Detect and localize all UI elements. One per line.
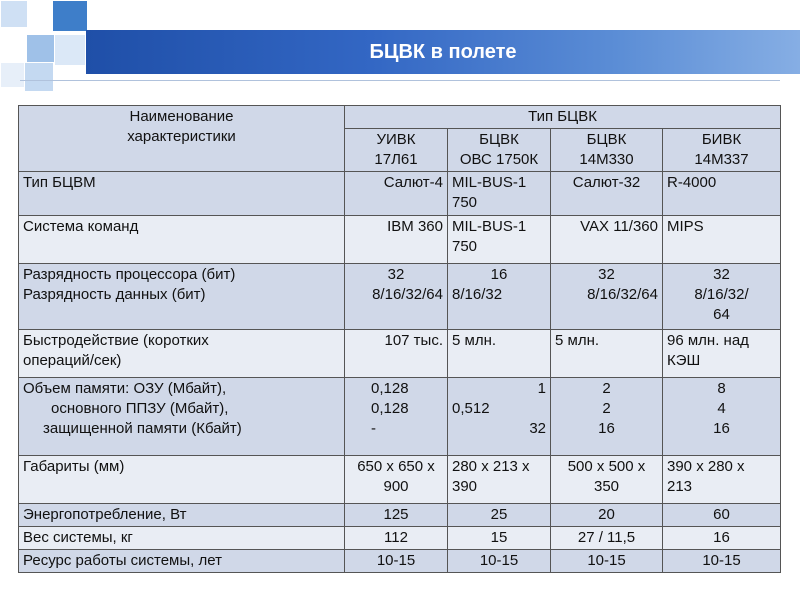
cell-line: 2	[602, 400, 611, 417]
cell-line: 350	[593, 478, 620, 495]
cell-line: IBM 360	[387, 218, 443, 235]
row-name	[19, 330, 345, 378]
decor-square	[24, 62, 54, 92]
title-divider	[20, 80, 780, 81]
table-cell	[345, 378, 448, 456]
table-cell	[551, 264, 663, 330]
row-name	[19, 172, 345, 216]
table-cell	[663, 504, 781, 527]
table-cell	[345, 504, 448, 527]
cell-line: 64	[713, 306, 730, 323]
table-cell	[551, 550, 663, 573]
cell-line: VAX 11/360	[580, 218, 658, 235]
header-col-line: БЦВК	[479, 131, 519, 148]
cell-line: 96 млн. над	[667, 332, 749, 349]
table-cell	[551, 378, 663, 456]
table-cell	[663, 378, 781, 456]
cell-line: 16	[598, 420, 615, 437]
decor-square	[52, 0, 88, 32]
cell-line: 32	[713, 266, 730, 283]
row-name-line: основного ППЗУ (Мбайт),	[51, 400, 229, 417]
cell-line: 0,128	[371, 380, 409, 397]
table-cell	[345, 264, 448, 330]
cell-line: 280 x 213 x	[452, 458, 530, 475]
header-col-3	[551, 129, 663, 172]
cell-line: 1	[537, 380, 546, 397]
cell-line: 25	[490, 506, 508, 523]
header-name-line: Наименование	[129, 108, 234, 125]
cell-line: 500 x 500 x	[567, 458, 646, 475]
cell-line: 15	[490, 529, 508, 546]
cell-line: 16	[713, 529, 730, 546]
table-cell	[448, 527, 551, 550]
cell-line: 650 x 650 x	[357, 458, 435, 475]
table-cell	[663, 456, 781, 504]
row-name	[19, 550, 345, 573]
header-name-line: характеристики	[127, 128, 236, 145]
table-cell	[551, 172, 663, 216]
row-name-line: Разрядность данных (бит)	[23, 286, 206, 303]
row-name-line: Разрядность процессора (бит)	[23, 266, 236, 283]
table-cell	[663, 330, 781, 378]
cell-line: R-4000	[667, 174, 717, 191]
cell-line: 4	[717, 400, 726, 417]
row-name-line: Вес системы, кг	[23, 529, 133, 546]
cell-line: 60	[713, 506, 730, 523]
table-cell	[448, 550, 551, 573]
cell-line: 213	[667, 478, 693, 495]
cell-line: 5 млн.	[452, 332, 497, 349]
table-cell	[551, 456, 663, 504]
table-cell	[345, 550, 448, 573]
cell-line: 0,128	[371, 400, 409, 417]
cell-line: 390	[452, 478, 478, 495]
header-row	[19, 106, 781, 129]
table-cell	[345, 216, 448, 264]
header-type-group: Тип БЦВК	[345, 106, 781, 129]
table-cell	[663, 550, 781, 573]
cell-line: 10-15	[587, 552, 626, 569]
cell-line: 20	[598, 506, 615, 523]
cell-line: 390 x 280 x	[667, 458, 745, 475]
cell-line: 900	[383, 478, 409, 495]
table-cell	[551, 330, 663, 378]
table-cell	[663, 264, 781, 330]
table-row	[19, 378, 781, 456]
cell-line: КЭШ	[667, 352, 701, 369]
header-col-line: БЦВК	[586, 131, 627, 148]
table-row	[19, 550, 781, 573]
title-bar	[86, 30, 800, 74]
table-row	[19, 264, 781, 330]
table-cell	[448, 378, 551, 456]
cell-line: 2	[602, 380, 611, 397]
header-col-line: 14М330	[579, 151, 634, 168]
row-name-line: Энергопотребление, Вт	[23, 506, 187, 523]
table-row	[19, 456, 781, 504]
row-name-line: Тип БЦВМ	[23, 174, 96, 191]
cell-line: 125	[383, 506, 409, 523]
header-name-cell	[19, 106, 345, 172]
row-name-line: операций/сек)	[23, 352, 122, 369]
table-cell	[345, 172, 448, 216]
table-cell	[448, 264, 551, 330]
table-cell	[448, 172, 551, 216]
table-row	[19, 527, 781, 550]
table-row	[19, 172, 781, 216]
cell-line: 0,512	[452, 400, 490, 417]
cell-line: 10-15	[479, 552, 519, 569]
table-cell	[551, 527, 663, 550]
slide-title: БЦВК в полете	[369, 41, 517, 63]
row-name-line: Габариты (мм)	[23, 458, 125, 475]
cell-line: 10-15	[702, 552, 741, 569]
cell-line: MIPS	[667, 218, 704, 235]
header-col-2	[448, 129, 551, 172]
cell-line: 750	[452, 194, 478, 211]
table-cell	[663, 527, 781, 550]
cell-line: 8/16/32/64	[372, 286, 443, 303]
table-cell	[345, 527, 448, 550]
spec-table	[18, 105, 781, 573]
cell-line: Салют-32	[572, 174, 641, 191]
cell-line: MIL-BUS-1	[452, 174, 527, 191]
decor-square	[0, 62, 26, 88]
decor-square	[0, 0, 28, 28]
cell-line: MIL-BUS-1	[452, 218, 527, 235]
row-name	[19, 456, 345, 504]
cell-line: 107 тыс.	[384, 332, 443, 349]
row-name-line: Объем памяти: ОЗУ (Мбайт),	[23, 380, 227, 397]
row-name	[19, 378, 345, 456]
row-name	[19, 504, 345, 527]
table-row	[19, 216, 781, 264]
header-col-line: 14М337	[694, 151, 749, 168]
table-cell	[663, 172, 781, 216]
cell-line: 27 / 11,5	[577, 529, 636, 546]
decor-square	[54, 34, 86, 66]
table-row	[19, 504, 781, 527]
cell-line: Салют-4	[383, 174, 443, 191]
header-col-line: УИВК	[376, 131, 416, 148]
cell-line: 32	[598, 266, 615, 283]
decor-square	[26, 34, 56, 64]
header-col-4	[663, 129, 781, 172]
row-name	[19, 264, 345, 330]
cell-line: 8/16/32	[452, 286, 503, 303]
table-cell	[345, 330, 448, 378]
table-cell	[448, 456, 551, 504]
cell-line: 32	[387, 266, 405, 283]
cell-line: 16	[490, 266, 508, 283]
cell-line: 112	[384, 529, 408, 546]
table-cell	[551, 504, 663, 527]
header-col-1	[345, 129, 448, 172]
cell-line: 8/16/32/	[694, 286, 749, 303]
table-cell	[663, 216, 781, 264]
cell-line: 10-15	[376, 552, 416, 569]
header-col-line: ОВС 1750К	[459, 151, 539, 168]
cell-line: 32	[529, 420, 546, 437]
cell-line: 8	[717, 380, 726, 397]
table-cell	[448, 504, 551, 527]
table-cell	[551, 216, 663, 264]
cell-line: 5 млн.	[555, 332, 600, 349]
cell-line: 750	[452, 238, 478, 255]
table-cell	[345, 456, 448, 504]
cell-line: 16	[713, 420, 730, 437]
cell-line: 8/16/32/64	[587, 286, 658, 303]
row-name	[19, 216, 345, 264]
table-row	[19, 330, 781, 378]
row-name-line: защищенной памяти (Кбайт)	[43, 420, 242, 437]
row-name-line: Система команд	[23, 218, 139, 235]
row-name-line: Быстродействие (коротких	[23, 332, 209, 349]
row-name-line: Ресурс работы системы, лет	[23, 552, 222, 569]
header-col-line: 17Л61	[374, 151, 418, 168]
header-col-line: БИВК	[701, 131, 742, 148]
row-name	[19, 527, 345, 550]
table-cell	[448, 216, 551, 264]
cell-line: -	[371, 420, 376, 437]
table-cell	[448, 330, 551, 378]
